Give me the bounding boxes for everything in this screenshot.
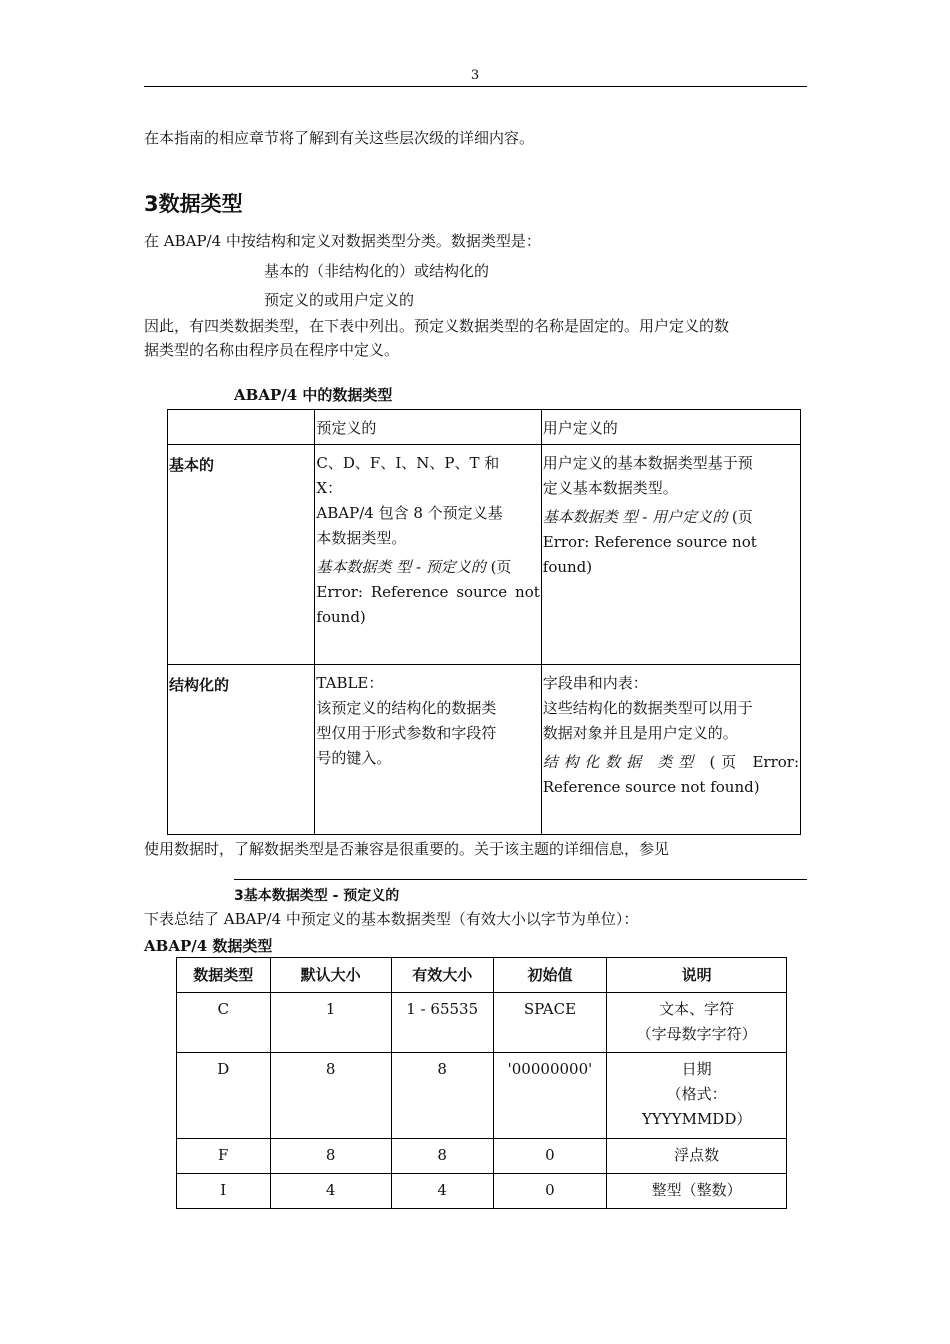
column-header-predefined: 预定义的: [315, 410, 541, 445]
cell-basic-predefined: [315, 445, 541, 665]
cell-initial-value: 0: [493, 1139, 607, 1174]
cross-reference: [316, 555, 539, 580]
cross-reference-link[interactable]: 基本数据类 型 - 用户定义的: [542, 508, 728, 526]
cell-line: Reference source not found): [542, 778, 760, 796]
page-number: 3: [470, 68, 480, 83]
cell-structured-userdefined: [541, 665, 800, 835]
cell-line: Error: Reference source not: [316, 583, 540, 601]
cell-description: [607, 1053, 787, 1139]
cell-line: ABAP/4 包含 8 个预定义基: [316, 504, 503, 522]
subsection-rule: [234, 879, 807, 880]
data-types-table: [167, 409, 801, 835]
header-rule: [144, 86, 807, 87]
table-row: [168, 445, 801, 665]
cross-reference-text: (页 Error:: [698, 753, 799, 771]
cell-valid-size: 8: [391, 1139, 493, 1174]
cell-type: I: [177, 1174, 271, 1209]
column-header: 数据类型: [177, 958, 271, 993]
table-row: [168, 410, 801, 445]
cell-structured-predefined: [315, 665, 541, 835]
cell-line: 用户定义的基本数据类型基于预: [542, 454, 753, 472]
table-cell-empty: [168, 410, 315, 445]
cell-line: 定义基本数据类型。: [542, 479, 678, 497]
cell-type: F: [177, 1139, 271, 1174]
cross-reference: [543, 750, 799, 775]
cell-description: 浮点数: [607, 1139, 787, 1174]
table-row: [177, 993, 787, 1053]
cell-description: [607, 993, 787, 1053]
subsection-title: 3基本数据类型 - 预定义的: [234, 888, 400, 904]
description-line: YYYYMMDD）: [641, 1110, 752, 1128]
cell-description: 整型（整数）: [607, 1174, 787, 1209]
column-header: 默认大小: [270, 958, 391, 993]
cross-reference-text: (页: [485, 558, 512, 576]
cell-line: 数据对象并且是用户定义的。: [542, 724, 738, 742]
cell-line: found): [316, 608, 366, 626]
cell-line: TABLE：: [316, 674, 384, 692]
cell-type: D: [177, 1053, 271, 1139]
cell-default-size: 1: [270, 993, 391, 1053]
bullet-item-2: 预定义的或用户定义的: [264, 291, 415, 309]
cell-line: C、D、F、I、N、P、T 和: [316, 454, 500, 472]
paragraph-1: 在 ABAP/4 中按结构和定义对数据类型分类。数据类型是：: [144, 232, 541, 250]
paragraph-4: 下表总结了 ABAP/4 中预定义的基本数据类型（有效大小以字节为单位）：: [144, 910, 639, 928]
column-header: 说明: [607, 958, 787, 993]
cell-default-size: 4: [270, 1174, 391, 1209]
column-header-userdefined: 用户定义的: [541, 410, 800, 445]
bullet-item-1: 基本的（非结构化的）或结构化的: [264, 262, 490, 280]
paragraph-2-line-1: 因此，有四类数据类型，在下表中列出。预定义数据类型的名称是固定的。用户定义的数: [144, 317, 730, 335]
section-title: 3数据类型: [144, 192, 243, 216]
cell-type: C: [177, 993, 271, 1053]
table2-caption: ABAP/4 数据类型: [144, 937, 273, 955]
column-header: 有效大小: [391, 958, 493, 993]
cell-valid-size: 4: [391, 1174, 493, 1209]
cell-line: Error: Reference source not found): [542, 533, 757, 576]
cell-line: 该预定义的结构化的数据类: [316, 699, 497, 717]
cell-default-size: 8: [270, 1139, 391, 1174]
row-header-basic: 基本的: [168, 445, 315, 665]
table-row: [177, 1139, 787, 1174]
cell-valid-size: 1 - 65535: [391, 993, 493, 1053]
abap-data-types-table: [176, 957, 787, 1209]
cell-initial-value: SPACE: [493, 993, 607, 1053]
cell-initial-value: '00000000': [493, 1053, 607, 1139]
cell-line: X：: [316, 479, 343, 497]
cross-reference-link[interactable]: 结构化数据 类型: [542, 753, 699, 771]
description-line: 文本、字符: [659, 1000, 735, 1018]
cell-basic-userdefined: [541, 445, 800, 665]
description-line: （格式：: [666, 1085, 727, 1103]
row-header-structured: 结构化的: [168, 665, 315, 835]
cell-initial-value: 0: [493, 1174, 607, 1209]
table-row: [177, 1053, 787, 1139]
table-header-row: [177, 958, 787, 993]
cross-reference-text: (页: [727, 508, 753, 526]
paragraph-2-line-2: 据类型的名称由程序员在程序中定义。: [144, 341, 400, 359]
cross-reference-link[interactable]: 基本数据类 型 - 预定义的: [316, 558, 486, 576]
paragraph-3: 使用数据时，了解数据类型是否兼容是很重要的。关于该主题的详细信息，参见: [144, 840, 670, 858]
cell-valid-size: 8: [391, 1053, 493, 1139]
description-line: 日期: [681, 1060, 712, 1078]
cell-line: 字段串和内表：: [542, 674, 648, 692]
table-row: [177, 1174, 787, 1209]
table1-caption: ABAP/4 中的数据类型: [234, 386, 393, 404]
cell-line: 号的键入。: [316, 749, 392, 767]
cell-line: 本数据类型。: [316, 529, 407, 547]
table-row: [168, 665, 801, 835]
cross-reference: [543, 505, 799, 530]
column-header: 初始值: [493, 958, 607, 993]
description-line: （字母数字字符）: [636, 1025, 757, 1043]
intro-paragraph: 在本指南的相应章节将了解到有关这些层次级的详细内容。: [144, 129, 535, 147]
cell-default-size: 8: [270, 1053, 391, 1139]
cell-line: 型仅用于形式参数和字段符: [316, 724, 497, 742]
cell-line: 这些结构化的数据类型可以用于: [542, 699, 753, 717]
